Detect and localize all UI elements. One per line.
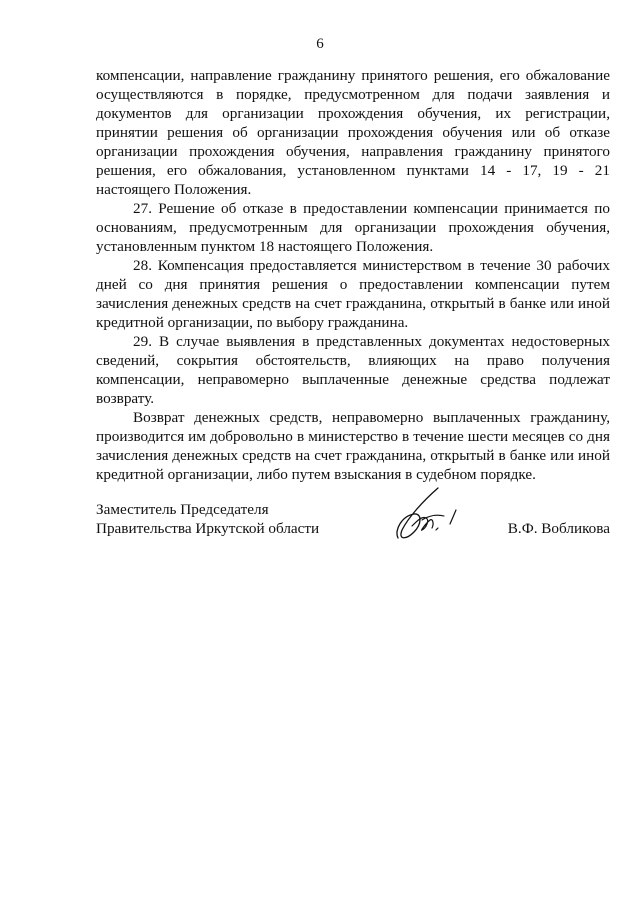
document-body xyxy=(96,66,610,484)
signer-title-line-2: Правительства Иркутской области xyxy=(96,520,320,537)
paragraph-29: 29. В случае выявления в представленных документах недостоверных сведений, сокрытия обстоятельств, влияющих на право получения компенсации, неправомерно выплаченные денежные средства подлежат возврату. xyxy=(96,333,610,407)
signer-title xyxy=(96,500,319,538)
paragraph-refund: Возврат денежных средств, неправомерно выплаченных гражданину, производится им добровольно в министерство в течение шести месяцев со дня зачисления денежных средств на счет гражданина, открытый в банке или иной кредитной организации, либо путем взыскания в судебном порядке. xyxy=(96,409,610,483)
page-number: 6 xyxy=(316,36,324,52)
handwritten-signature-icon xyxy=(392,480,472,550)
paragraph-28: 28. Компенсация предоставляется министерством в течение 30 рабочих дней со дня принятия решения о предоставлении компенсации путем зачисления денежных средств на счет гражданина, открытый в банке или иной кредитной организации, по выбору гражданина. xyxy=(96,257,610,331)
paragraph-27: 27. Решение об отказе в предоставлении компенсации принимается по основаниям, предусмотренным для организации прохождения обучения, установленным пунктом 18 настоящего Положения. xyxy=(96,200,610,255)
signer-title-line-1: Заместитель Председателя xyxy=(96,501,269,518)
signer-name: В.Ф. Вобликова xyxy=(507,520,610,537)
signature-block xyxy=(96,500,610,560)
paragraph-continuation: компенсации, направление гражданину принятого решения, его обжалование осуществляются в порядке, предусмотренном для подачи заявления и документов для организации прохождения обучения, их регистрации, принятии решения об организации прохождения обучения или об отказе организации прохождения обучения, направления гражданину принятого решения, его обжалования, установленном пунктами 14 - 17, 19 - 21 настоящего Положения. xyxy=(96,67,610,198)
